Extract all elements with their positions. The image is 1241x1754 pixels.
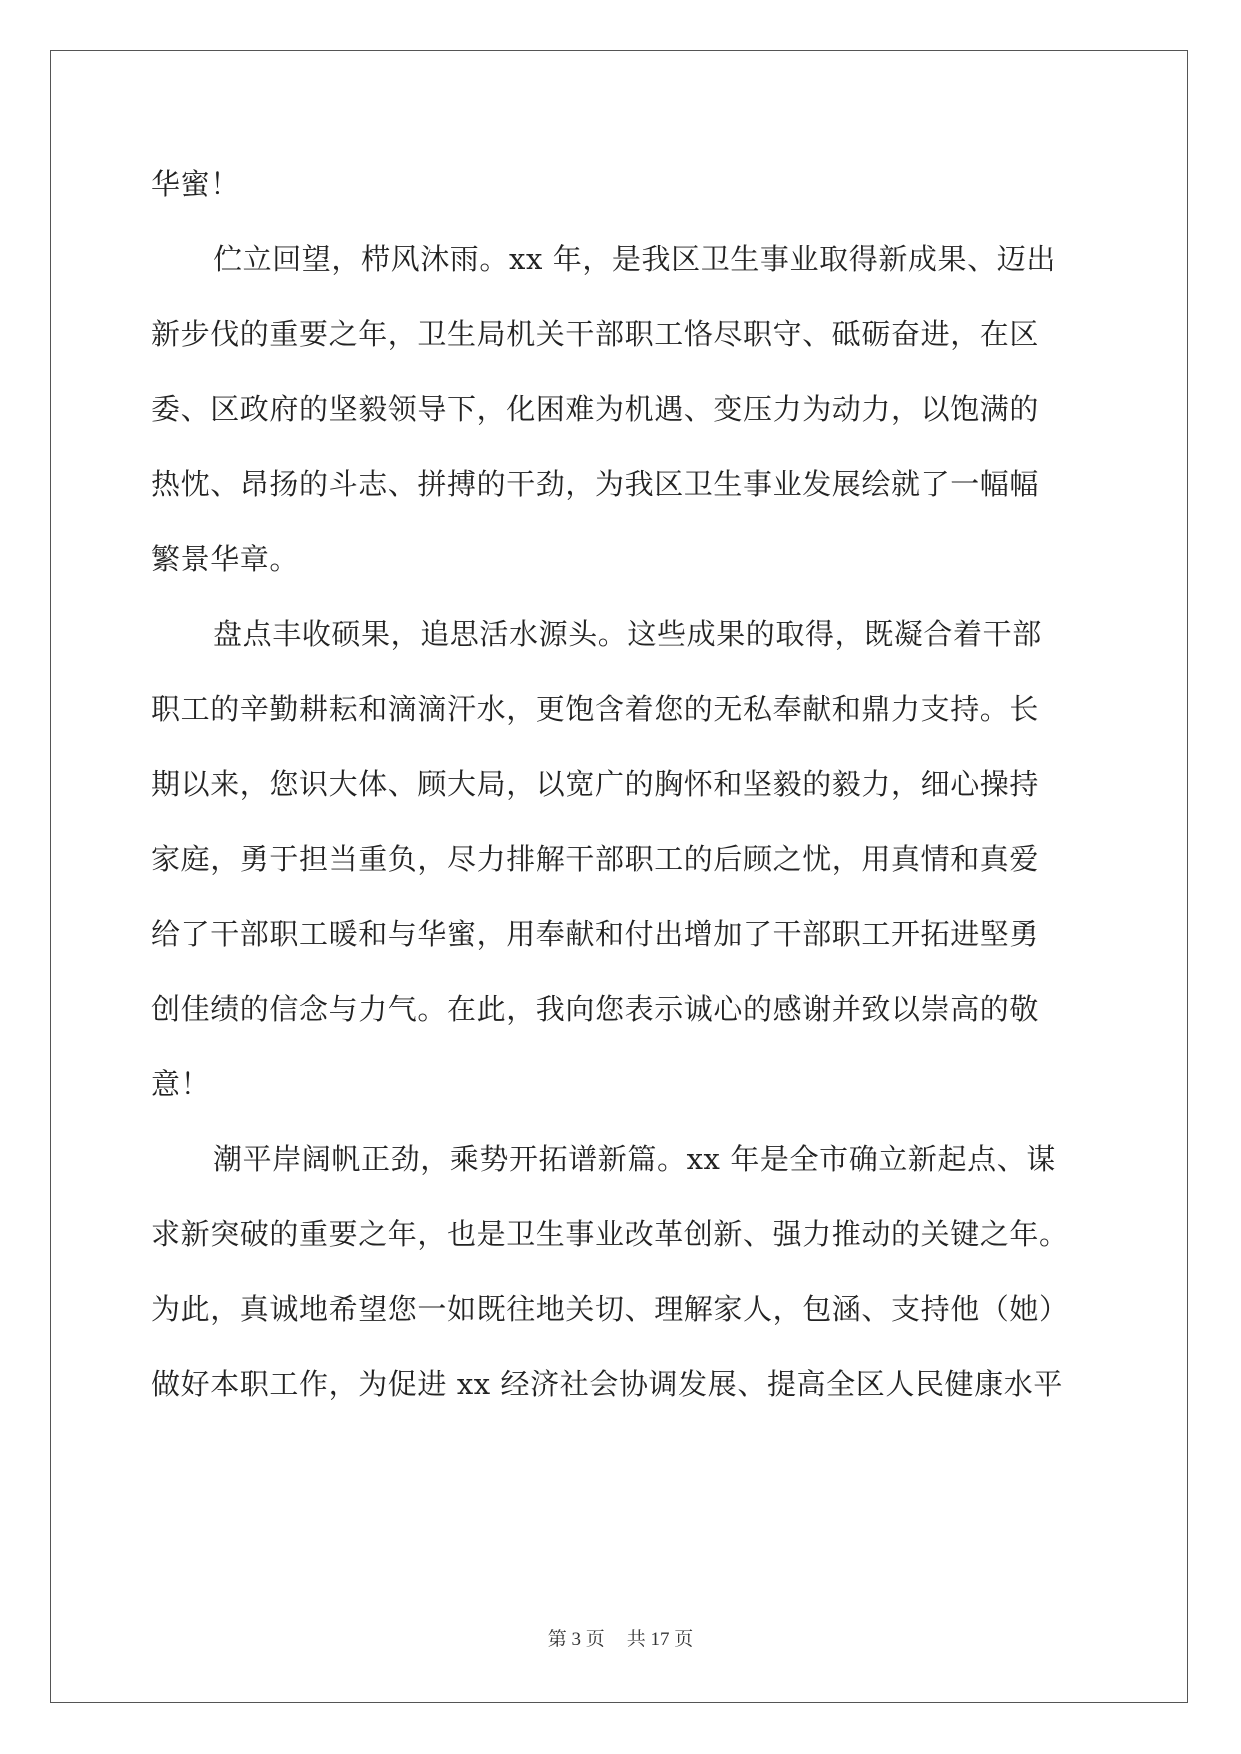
paragraph-start-line: 伫立回望，栉风沐雨。xx 年，是我区卫生事业取得新成果、迈出 [213, 242, 1056, 276]
paragraph-start-line: 潮平岸阔帆正劲，乘势开拓谱新篇。xx 年是全市确立新起点、谋 [213, 1142, 1056, 1176]
text-line: 期以来，您识大体、顾大局，以宽广的胸怀和坚毅的毅力，细心操持 [151, 767, 1040, 801]
text-line: 华蜜！ [151, 167, 240, 201]
text-line: 给了干部职工暖和与华蜜，用奉献和付出增加了干部职工开拓进堅勇 [151, 917, 1040, 951]
text-line: 新步伐的重要之年，卫生局机关干部职工恪尽职守、砥砺奋进，在区 [151, 317, 1040, 351]
page-number-total: 共 17 页 [626, 1629, 694, 1650]
text-line: 求新突破的重要之年，也是卫生事业改革创新、强力推动的关键之年。 [151, 1217, 1069, 1251]
text-line: 做好本职工作，为促进 xx 经济社会协调发展、提高全区人民健康水平 [151, 1367, 1063, 1401]
page-footer [0, 1624, 1241, 1651]
paragraph-start-line: 盘点丰收硕果，追思活水源头。这些成果的取得，既凝合着干部 [213, 617, 1042, 651]
text-line: 家庭，勇于担当重负，尽力排解干部职工的后顾之忧，用真情和真爱 [151, 842, 1040, 876]
text-line: 繁景华章。 [151, 542, 300, 576]
text-line: 创佳绩的信念与力气。在此，我向您表示诚心的感谢并致以崇高的敬 [151, 992, 1040, 1026]
text-line: 职工的辛勤耕耘和滴滴汗水，更饱含着您的无私奉献和鼎力支持。长 [151, 692, 1040, 726]
text-line: 意！ [151, 1067, 211, 1101]
text-line: 委、区政府的坚毅领导下，化困难为机遇、变压力为动力，以饱满的 [151, 392, 1040, 426]
text-line: 热忱、昂扬的斗志、拼搏的干劲，为我区卫生事业发展绘就了一幅幅 [151, 467, 1040, 501]
page-number-current: 第 3 页 [547, 1629, 605, 1650]
text-line: 为此，真诚地希望您一如既往地关切、理解家人，包涵、支持他（她） [151, 1292, 1069, 1326]
